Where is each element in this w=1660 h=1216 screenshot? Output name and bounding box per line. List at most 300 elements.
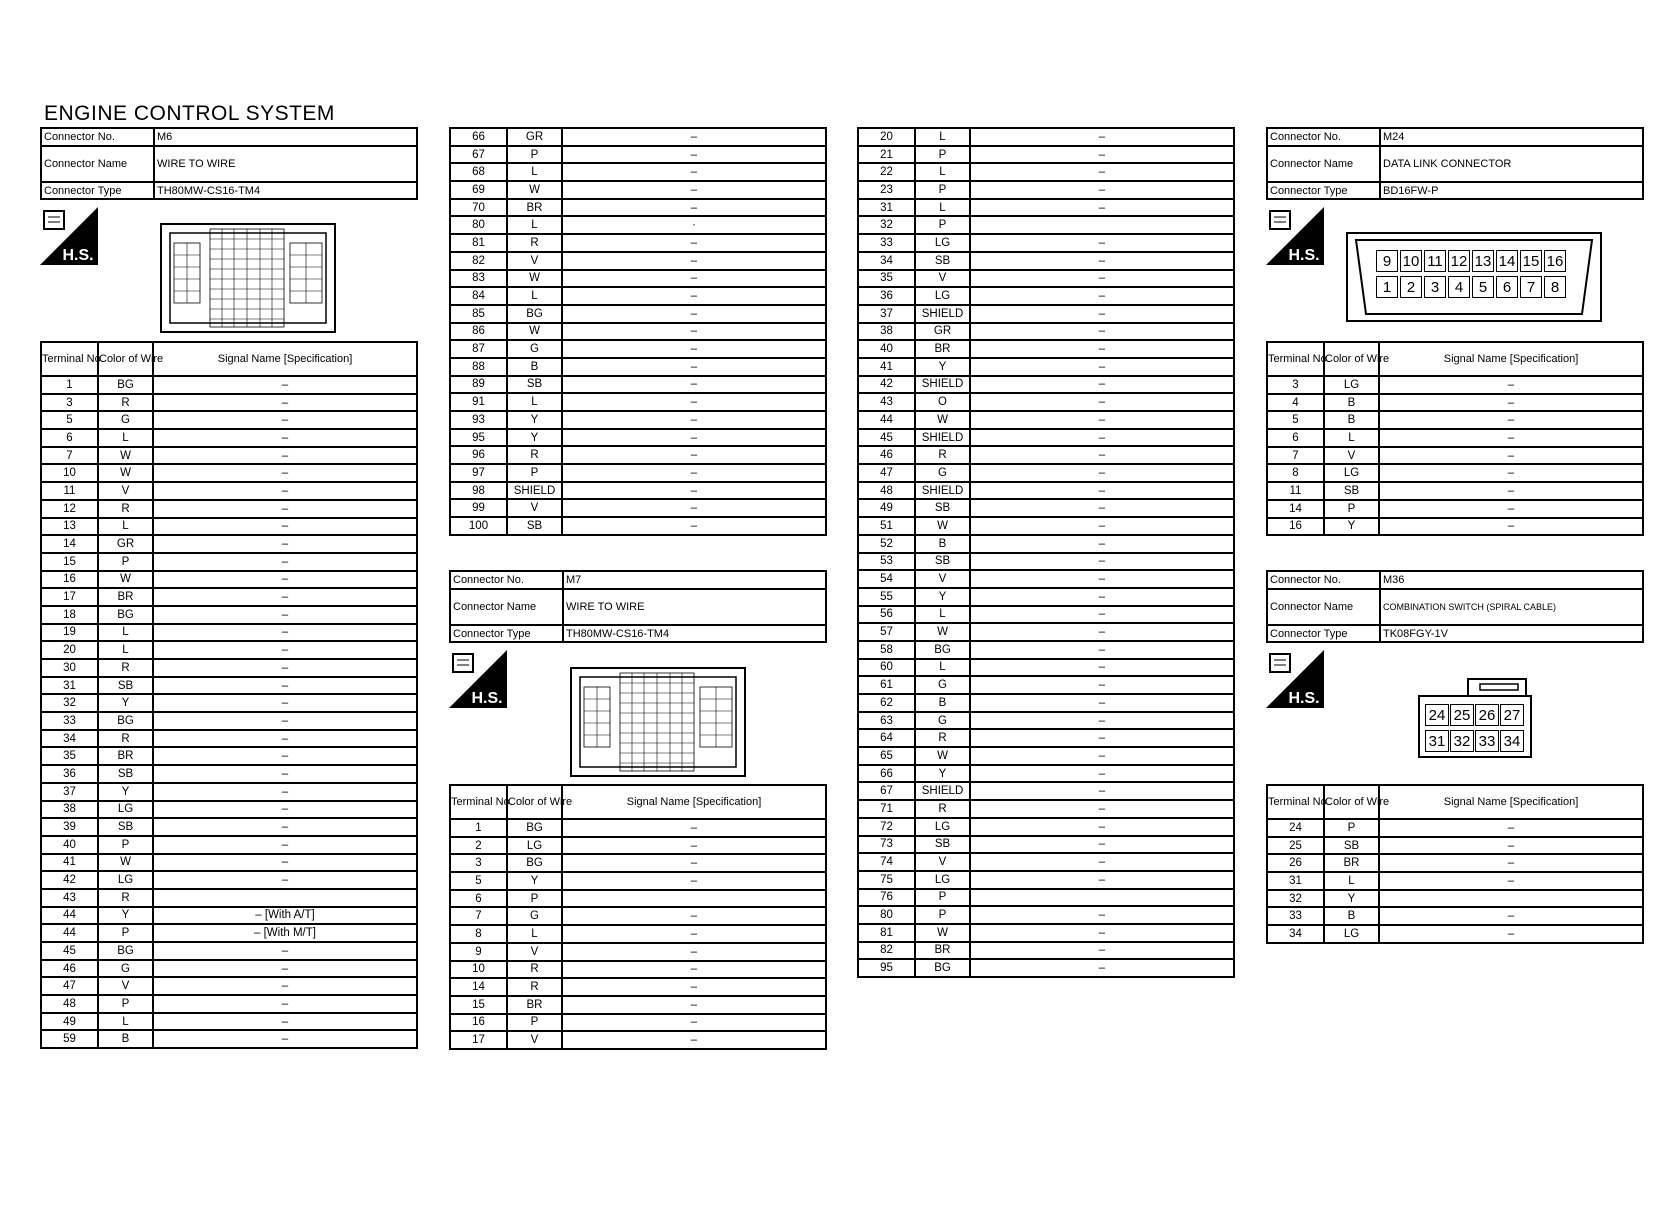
m6-header-table bbox=[40, 127, 418, 200]
signal-name-cell: – bbox=[970, 429, 1234, 447]
connector-pin: 24 bbox=[1425, 704, 1449, 726]
table-row bbox=[41, 588, 417, 606]
wire-color-cell: L bbox=[98, 1013, 153, 1031]
signal-name-cell: – bbox=[970, 782, 1234, 800]
table-row bbox=[1267, 447, 1643, 465]
terminal-no-cell: 47 bbox=[858, 464, 915, 482]
terminal-no-cell: 41 bbox=[41, 854, 98, 872]
signal-name-cell: – bbox=[1379, 925, 1643, 943]
wire-color-cell: W bbox=[915, 747, 970, 765]
color-of-wire-header: Color of Wire bbox=[1324, 785, 1379, 819]
terminal-no-cell: 6 bbox=[1267, 429, 1324, 447]
terminal-no-cell: 31 bbox=[41, 677, 98, 695]
terminal-no-cell: 5 bbox=[41, 411, 98, 429]
terminal-no-cell: 9 bbox=[450, 943, 507, 961]
terminal-no-cell: 86 bbox=[450, 323, 507, 341]
signal-name-cell: – bbox=[970, 747, 1234, 765]
connector-pin: 25 bbox=[1450, 704, 1474, 726]
terminal-no-cell: 98 bbox=[450, 482, 507, 500]
signal-name-cell: – bbox=[970, 836, 1234, 854]
m36-header-table bbox=[1266, 570, 1644, 643]
terminal-no-cell: 91 bbox=[450, 393, 507, 411]
table-row bbox=[41, 659, 417, 677]
wire-color-cell: BG bbox=[915, 641, 970, 659]
m24-connector-diagram bbox=[1346, 232, 1602, 322]
wire-color-cell: LG bbox=[915, 818, 970, 836]
signal-name-cell: – bbox=[1379, 447, 1643, 465]
wire-color-cell: BG bbox=[98, 712, 153, 730]
table-row bbox=[450, 270, 826, 288]
table-row bbox=[41, 624, 417, 642]
terminal-no-cell: 66 bbox=[450, 128, 507, 146]
wire-color-cell: Y bbox=[915, 588, 970, 606]
signal-name-cell: – bbox=[970, 818, 1234, 836]
signal-name-cell: – bbox=[970, 199, 1234, 217]
signal-name-cell: – bbox=[153, 429, 417, 447]
terminal-no-cell: 39 bbox=[41, 818, 98, 836]
connector-pin: 16 bbox=[1544, 250, 1566, 272]
signal-name-cell: – bbox=[562, 376, 826, 394]
table-row bbox=[1267, 376, 1643, 394]
table-row bbox=[450, 128, 826, 146]
terminal-no-cell: 81 bbox=[858, 924, 915, 942]
terminal-no-cell: 48 bbox=[858, 482, 915, 500]
terminal-no-cell: 8 bbox=[1267, 464, 1324, 482]
signal-name-cell: – bbox=[1379, 482, 1643, 500]
table-row bbox=[41, 500, 417, 518]
terminal-no-cell: 18 bbox=[41, 606, 98, 624]
connector-pin: 31 bbox=[1425, 730, 1449, 752]
table-row bbox=[450, 819, 826, 837]
table-row bbox=[450, 943, 826, 961]
wire-color-cell: R bbox=[507, 234, 562, 252]
table-row bbox=[858, 659, 1234, 677]
wire-color-cell: Y bbox=[98, 694, 153, 712]
signal-name-cell: – bbox=[970, 358, 1234, 376]
terminal-no-cell: 34 bbox=[1267, 925, 1324, 943]
signal-name-cell: – bbox=[153, 871, 417, 889]
wire-color-cell: LG bbox=[507, 837, 562, 855]
table-row bbox=[450, 358, 826, 376]
terminal-no-cell: 31 bbox=[1267, 872, 1324, 890]
terminal-no-cell: 42 bbox=[41, 871, 98, 889]
wire-color-cell: P bbox=[915, 146, 970, 164]
terminal-no-header: Terminal No. bbox=[450, 785, 507, 819]
terminal-no-cell: 97 bbox=[450, 464, 507, 482]
table-row bbox=[858, 606, 1234, 624]
svg-text:H.S.: H.S. bbox=[471, 690, 503, 707]
table-row bbox=[858, 358, 1234, 376]
terminal-no-cell: 82 bbox=[450, 252, 507, 270]
terminal-no-cell: 52 bbox=[858, 535, 915, 553]
wire-color-cell: W bbox=[98, 464, 153, 482]
table-row bbox=[1267, 518, 1643, 536]
wire-color-cell: BG bbox=[98, 942, 153, 960]
wire-color-cell: LG bbox=[98, 801, 153, 819]
table-row bbox=[41, 907, 417, 925]
signal-name-cell: – bbox=[153, 1013, 417, 1031]
terminal-no-cell: 10 bbox=[450, 961, 507, 979]
terminal-no-cell: 33 bbox=[41, 712, 98, 730]
wire-color-cell: BG bbox=[98, 376, 153, 394]
wire-color-cell: L bbox=[507, 393, 562, 411]
m7-connector-type: TH80MW-CS16-TM4 bbox=[563, 625, 826, 643]
signal-name-cell: – bbox=[153, 783, 417, 801]
terminal-no-cell: 72 bbox=[858, 818, 915, 836]
wire-color-cell: GR bbox=[98, 535, 153, 553]
signal-name-cell: – bbox=[153, 447, 417, 465]
terminal-no-cell: 16 bbox=[41, 571, 98, 589]
wire-color-cell: LG bbox=[915, 287, 970, 305]
table-row bbox=[450, 199, 826, 217]
signal-name-cell: – bbox=[562, 819, 826, 837]
signal-name-cell: – bbox=[970, 482, 1234, 500]
table-row bbox=[858, 216, 1234, 234]
wire-color-cell: LG bbox=[1324, 464, 1379, 482]
signal-name-cell: – bbox=[562, 996, 826, 1014]
signal-name-cell: – bbox=[562, 907, 826, 925]
terminal-no-cell: 5 bbox=[1267, 411, 1324, 429]
table-row bbox=[450, 163, 826, 181]
table-row bbox=[858, 570, 1234, 588]
table-row bbox=[450, 996, 826, 1014]
table-row bbox=[450, 854, 826, 872]
terminal-no-cell: 13 bbox=[41, 518, 98, 536]
signal-name-cell: – bbox=[562, 323, 826, 341]
terminal-no-cell: 67 bbox=[450, 146, 507, 164]
signal-name-cell: – bbox=[562, 146, 826, 164]
terminal-no-cell: 34 bbox=[858, 252, 915, 270]
terminal-no-cell: 38 bbox=[41, 801, 98, 819]
wire-color-cell: L bbox=[507, 287, 562, 305]
signal-name-cell: – bbox=[970, 959, 1234, 977]
signal-name-cell: – bbox=[562, 181, 826, 199]
signal-name-cell: – bbox=[970, 641, 1234, 659]
terminal-no-cell: 48 bbox=[41, 995, 98, 1013]
signal-name-cell: – bbox=[153, 818, 417, 836]
table-row bbox=[450, 837, 826, 855]
signal-name-cell: – bbox=[153, 482, 417, 500]
terminal-no-cell: 54 bbox=[858, 570, 915, 588]
terminal-no-cell: 68 bbox=[450, 163, 507, 181]
signal-name-cell: – bbox=[153, 394, 417, 412]
table-row bbox=[858, 676, 1234, 694]
signal-name-cell: – bbox=[970, 499, 1234, 517]
signal-name-cell: – bbox=[153, 712, 417, 730]
table-row bbox=[450, 146, 826, 164]
wire-color-cell: G bbox=[915, 464, 970, 482]
signal-name-cell: – bbox=[970, 181, 1234, 199]
signal-name-cell: – bbox=[562, 482, 826, 500]
signal-name-cell: – bbox=[970, 676, 1234, 694]
terminal-no-cell: 93 bbox=[450, 411, 507, 429]
connector-pin: 33 bbox=[1475, 730, 1499, 752]
table-row bbox=[858, 871, 1234, 889]
connector-pin: 1 bbox=[1376, 276, 1398, 298]
wire-color-cell: B bbox=[98, 1030, 153, 1048]
wire-color-cell: V bbox=[507, 252, 562, 270]
signal-name-cell: – bbox=[562, 199, 826, 217]
signal-name-cell: – bbox=[153, 464, 417, 482]
signal-name-cell: – bbox=[970, 942, 1234, 960]
wire-color-cell: SB bbox=[507, 517, 562, 535]
wire-color-cell: L bbox=[507, 163, 562, 181]
table-row bbox=[858, 747, 1234, 765]
terminal-no-cell: 22 bbox=[858, 163, 915, 181]
m6-terminal-table bbox=[40, 341, 418, 1049]
m36-terminal-table bbox=[1266, 784, 1644, 944]
table-row bbox=[858, 836, 1234, 854]
terminal-no-cell: 40 bbox=[41, 836, 98, 854]
table-row bbox=[858, 694, 1234, 712]
connector-name-label: Connector Name bbox=[450, 589, 563, 625]
table-row bbox=[858, 499, 1234, 517]
wire-color-cell: Y bbox=[1324, 890, 1379, 908]
color-of-wire-header: Color of Wire bbox=[507, 785, 562, 819]
wire-color-cell: G bbox=[507, 340, 562, 358]
signal-name-header: Signal Name [Specification] bbox=[562, 785, 826, 819]
terminal-no-cell: 41 bbox=[858, 358, 915, 376]
m36-connector-type: TK08FGY-1V bbox=[1380, 625, 1643, 643]
signal-name-cell: – bbox=[970, 553, 1234, 571]
wire-color-cell: P bbox=[915, 216, 970, 234]
terminal-no-cell: 43 bbox=[858, 393, 915, 411]
table-row bbox=[450, 340, 826, 358]
table-row bbox=[858, 517, 1234, 535]
terminal-no-cell: 95 bbox=[450, 429, 507, 447]
signal-name-cell: – bbox=[562, 340, 826, 358]
hs-symbol-icon bbox=[1266, 207, 1324, 265]
terminal-no-cell: 17 bbox=[450, 1031, 507, 1049]
terminal-no-cell: 33 bbox=[858, 234, 915, 252]
wire-color-cell: P bbox=[915, 906, 970, 924]
terminal-no-cell: 3 bbox=[1267, 376, 1324, 394]
wire-color-cell: G bbox=[98, 960, 153, 978]
table-row bbox=[41, 571, 417, 589]
signal-name-cell: – bbox=[562, 961, 826, 979]
wire-color-cell: L bbox=[915, 163, 970, 181]
hs-symbol-icon bbox=[40, 207, 98, 265]
signal-name-cell: – bbox=[970, 535, 1234, 553]
m24-connector-type: BD16FW-P bbox=[1380, 182, 1643, 200]
table-row bbox=[858, 889, 1234, 907]
wire-color-cell: B bbox=[1324, 411, 1379, 429]
table-row bbox=[858, 959, 1234, 977]
signal-name-cell: – bbox=[970, 924, 1234, 942]
wire-color-cell: Y bbox=[98, 907, 153, 925]
wire-color-cell: W bbox=[507, 323, 562, 341]
signal-name-cell: – bbox=[970, 712, 1234, 730]
table-row bbox=[858, 782, 1234, 800]
signal-name-cell: – bbox=[1379, 411, 1643, 429]
terminal-no-cell: 14 bbox=[1267, 500, 1324, 518]
connector-type-label: Connector Type bbox=[1267, 625, 1380, 643]
signal-name-cell: – bbox=[153, 376, 417, 394]
terminal-no-cell: 44 bbox=[41, 924, 98, 942]
signal-name-cell: – bbox=[970, 234, 1234, 252]
signal-name-cell: – bbox=[153, 694, 417, 712]
wire-color-cell: P bbox=[915, 889, 970, 907]
signal-name-cell: – bbox=[562, 925, 826, 943]
signal-name-cell bbox=[1379, 890, 1643, 908]
wire-color-cell: R bbox=[507, 446, 562, 464]
m6-terminal-table-cont bbox=[449, 127, 827, 536]
wire-color-cell: BR bbox=[507, 996, 562, 1014]
table-row bbox=[41, 1030, 417, 1048]
table-row bbox=[858, 906, 1234, 924]
connector-pin: 9 bbox=[1376, 250, 1398, 272]
wire-color-cell: V bbox=[915, 853, 970, 871]
terminal-no-cell: 11 bbox=[1267, 482, 1324, 500]
table-row bbox=[858, 942, 1234, 960]
connector-pin: 27 bbox=[1500, 704, 1524, 726]
table-row bbox=[858, 340, 1234, 358]
signal-name-cell: – bbox=[970, 906, 1234, 924]
table-row bbox=[41, 783, 417, 801]
signal-name-cell: – bbox=[153, 500, 417, 518]
terminal-no-cell: 49 bbox=[41, 1013, 98, 1031]
terminal-no-cell: 37 bbox=[858, 305, 915, 323]
terminal-no-cell: 58 bbox=[858, 641, 915, 659]
wire-color-cell: SB bbox=[98, 765, 153, 783]
connector-no-label: Connector No. bbox=[1267, 128, 1380, 146]
wire-color-cell: V bbox=[507, 1031, 562, 1049]
terminal-no-cell: 49 bbox=[858, 499, 915, 517]
terminal-no-cell: 76 bbox=[858, 889, 915, 907]
wire-color-cell: LG bbox=[915, 871, 970, 889]
signal-name-cell: – bbox=[153, 624, 417, 642]
table-row bbox=[41, 871, 417, 889]
terminal-no-cell: 60 bbox=[858, 659, 915, 677]
terminal-no-cell: 35 bbox=[41, 747, 98, 765]
signal-name-cell: – bbox=[153, 588, 417, 606]
table-row bbox=[41, 677, 417, 695]
wire-color-cell: V bbox=[915, 270, 970, 288]
signal-name-cell: – bbox=[970, 163, 1234, 181]
signal-name-cell: – bbox=[970, 853, 1234, 871]
terminal-no-cell: 75 bbox=[858, 871, 915, 889]
signal-name-cell bbox=[970, 889, 1234, 907]
wire-color-cell: GR bbox=[507, 128, 562, 146]
table-row bbox=[41, 801, 417, 819]
terminal-no-cell: 6 bbox=[450, 890, 507, 908]
terminal-no-header: Terminal No. bbox=[41, 342, 98, 376]
wire-color-cell: V bbox=[915, 570, 970, 588]
wire-color-cell: B bbox=[507, 358, 562, 376]
wire-color-cell: BG bbox=[507, 854, 562, 872]
signal-name-cell: – bbox=[562, 854, 826, 872]
wire-color-cell: SHIELD bbox=[915, 429, 970, 447]
signal-name-cell: – bbox=[153, 553, 417, 571]
wire-color-cell: G bbox=[507, 907, 562, 925]
wire-color-cell: G bbox=[915, 712, 970, 730]
terminal-no-cell: 47 bbox=[41, 977, 98, 995]
terminal-no-cell: 37 bbox=[41, 783, 98, 801]
table-row bbox=[450, 890, 826, 908]
wire-color-cell: L bbox=[98, 641, 153, 659]
table-row bbox=[1267, 429, 1643, 447]
connector-type-label: Connector Type bbox=[1267, 182, 1380, 200]
table-row bbox=[858, 924, 1234, 942]
signal-name-cell: – bbox=[562, 464, 826, 482]
m7-terminal-table-cont bbox=[857, 127, 1235, 978]
signal-name-cell: – bbox=[1379, 394, 1643, 412]
signal-name-cell: – bbox=[970, 393, 1234, 411]
signal-name-cell: – bbox=[562, 305, 826, 323]
signal-name-cell: – bbox=[153, 641, 417, 659]
signal-name-cell: – bbox=[562, 872, 826, 890]
signal-name-cell: – bbox=[562, 1031, 826, 1049]
table-row bbox=[41, 960, 417, 978]
table-row bbox=[450, 216, 826, 234]
signal-name-cell: – bbox=[1379, 819, 1643, 837]
wire-color-cell: SHIELD bbox=[915, 482, 970, 500]
wire-color-cell: V bbox=[1324, 447, 1379, 465]
table-row bbox=[858, 853, 1234, 871]
table-row bbox=[41, 765, 417, 783]
signal-name-cell: – bbox=[1379, 500, 1643, 518]
terminal-no-header: Terminal No. bbox=[1267, 785, 1324, 819]
connector-pin: 12 bbox=[1448, 250, 1470, 272]
signal-name-cell bbox=[562, 890, 826, 908]
table-row bbox=[450, 429, 826, 447]
signal-name-cell: – bbox=[562, 429, 826, 447]
signal-name-cell: – bbox=[153, 801, 417, 819]
signal-name-cell: – bbox=[1379, 854, 1643, 872]
signal-name-cell: – bbox=[562, 943, 826, 961]
signal-name-cell: – bbox=[970, 871, 1234, 889]
table-row bbox=[450, 872, 826, 890]
wire-color-cell: W bbox=[915, 517, 970, 535]
wire-color-cell: LG bbox=[1324, 376, 1379, 394]
terminal-no-cell: 34 bbox=[41, 730, 98, 748]
table-row bbox=[450, 978, 826, 996]
signal-name-cell: – bbox=[970, 800, 1234, 818]
table-row bbox=[41, 854, 417, 872]
table-row bbox=[858, 446, 1234, 464]
connector-name-label: Connector Name bbox=[1267, 589, 1380, 625]
signal-name-cell: – bbox=[970, 270, 1234, 288]
signal-name-cell: – [With A/T] bbox=[153, 907, 417, 925]
connector-no-label: Connector No. bbox=[1267, 571, 1380, 589]
wire-color-cell: Y bbox=[507, 429, 562, 447]
signal-name-cell: · bbox=[562, 216, 826, 234]
connector-pin: 8 bbox=[1544, 276, 1566, 298]
table-row bbox=[858, 800, 1234, 818]
table-row bbox=[1267, 411, 1643, 429]
hs-symbol-icon bbox=[449, 650, 507, 708]
wire-color-cell: G bbox=[98, 411, 153, 429]
terminal-no-cell: 53 bbox=[858, 553, 915, 571]
wire-color-cell: V bbox=[98, 977, 153, 995]
wire-color-cell: W bbox=[915, 411, 970, 429]
page-title: ENGINE CONTROL SYSTEM bbox=[44, 102, 335, 125]
signal-name-cell: – bbox=[1379, 837, 1643, 855]
terminal-no-cell: 20 bbox=[41, 641, 98, 659]
wire-color-cell: P bbox=[98, 553, 153, 571]
color-of-wire-header: Color of Wire bbox=[1324, 342, 1379, 376]
terminal-no-cell: 15 bbox=[450, 996, 507, 1014]
terminal-no-cell: 23 bbox=[858, 181, 915, 199]
wire-color-cell: LG bbox=[1324, 925, 1379, 943]
table-row bbox=[41, 836, 417, 854]
wire-color-cell: P bbox=[1324, 819, 1379, 837]
table-row bbox=[41, 447, 417, 465]
terminal-no-cell: 95 bbox=[858, 959, 915, 977]
signal-name-cell: – bbox=[970, 446, 1234, 464]
table-row bbox=[1267, 890, 1643, 908]
connector-pin: 2 bbox=[1400, 276, 1422, 298]
